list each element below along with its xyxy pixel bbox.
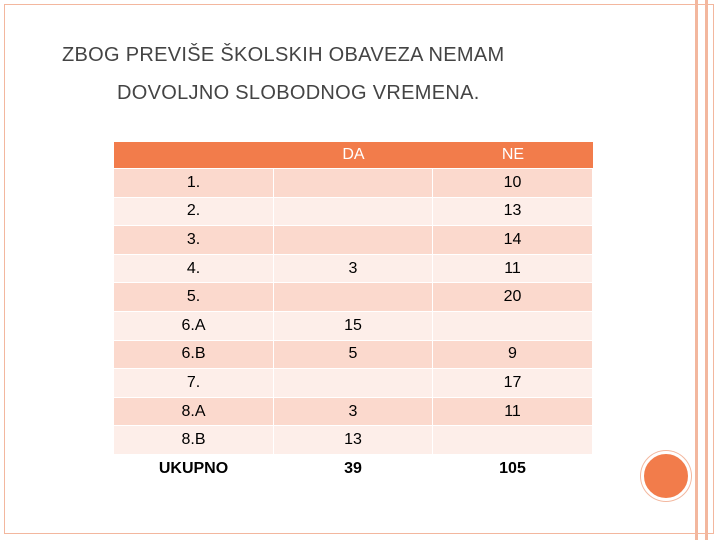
header-cell-da: DA (274, 142, 433, 169)
title-line-1: ZBOG PREVIŠE ŠKOLSKIH OBAVEZA NEMAM (62, 44, 505, 66)
row-label: 2. (114, 198, 274, 227)
da-value (274, 169, 433, 198)
da-value (274, 283, 433, 312)
da-value: 3 (274, 398, 433, 427)
row-label: 3. (114, 226, 274, 255)
row-label: 6.B (114, 341, 274, 370)
ne-value (433, 426, 593, 455)
da-value: 15 (274, 312, 433, 341)
da-value (274, 369, 433, 398)
ne-value: 17 (433, 369, 593, 398)
ne-value: 14 (433, 226, 593, 255)
total-da-value: 39 (274, 455, 433, 484)
decorative-stripe (695, 0, 698, 540)
table-header-row (114, 142, 593, 169)
header-cell-empty (114, 142, 274, 169)
ne-value: 10 (433, 169, 593, 198)
row-label: 7. (114, 369, 274, 398)
ne-value: 11 (433, 255, 593, 284)
row-label: 6.A (114, 312, 274, 341)
table-row (114, 226, 593, 255)
da-value (274, 226, 433, 255)
table-row (114, 341, 593, 370)
header-cell-ne: NE (433, 142, 593, 169)
da-value: 3 (274, 255, 433, 284)
ne-value: 20 (433, 283, 593, 312)
table-row (114, 169, 593, 198)
table-row (114, 255, 593, 284)
table-row (114, 426, 593, 455)
da-value: 13 (274, 426, 433, 455)
slide-title (62, 36, 662, 112)
total-ne-value: 105 (433, 455, 593, 484)
row-label: 8.B (114, 426, 274, 455)
table-row (114, 398, 593, 427)
table-row (114, 312, 593, 341)
ne-value: 9 (433, 341, 593, 370)
table-row (114, 283, 593, 312)
total-label: UKUPNO (114, 455, 274, 484)
row-label: 4. (114, 255, 274, 284)
ne-value: 11 (433, 398, 593, 427)
survey-table (114, 142, 593, 484)
table-row (114, 369, 593, 398)
da-value (274, 198, 433, 227)
row-label: 5. (114, 283, 274, 312)
decorative-stripe (705, 0, 708, 540)
ne-value: 13 (433, 198, 593, 227)
table-total-row (114, 455, 593, 484)
table-row (114, 198, 593, 227)
ne-value (433, 312, 593, 341)
decorative-circle (641, 451, 691, 501)
da-value: 5 (274, 341, 433, 370)
title-line-2: DOVOLJNO SLOBODNOG VREMENA. (117, 82, 480, 104)
row-label: 1. (114, 169, 274, 198)
row-label: 8.A (114, 398, 274, 427)
